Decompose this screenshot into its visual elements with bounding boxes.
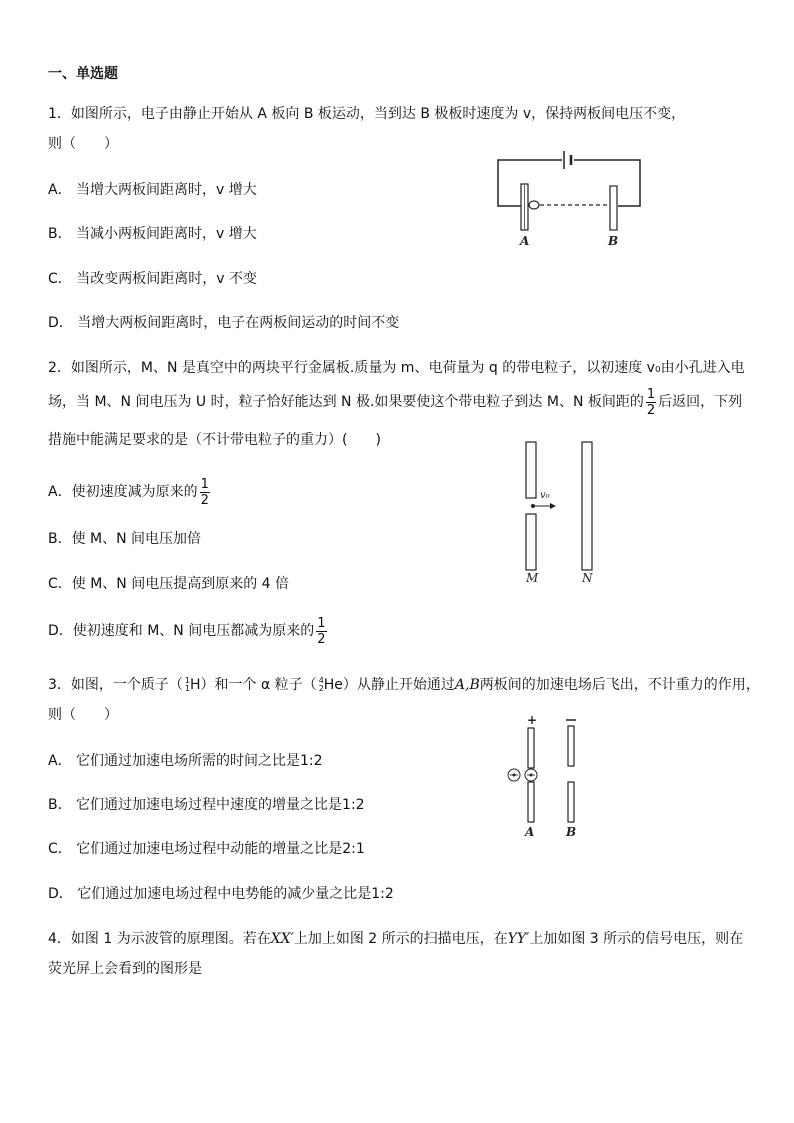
q1-option-a[interactable]: A． 当增大两板间距离时，v 增大 [48, 182, 257, 198]
arrow-head-icon [550, 503, 556, 509]
circuit-wire [574, 160, 640, 206]
isotope-prefix-proton: 1 1 [184, 676, 191, 693]
fraction-one-half: $\frac{1}{2}$ [646, 386, 656, 418]
q3-option-c[interactable]: C． 它们通过加速电场过程中动能的增量之比是2:1 [48, 841, 365, 857]
plate-b-lower [568, 782, 574, 822]
plate-b-upper [568, 726, 574, 766]
q2-stem-line3: 措施中能满足要求的是（不计带电粒子的重力）( ) [48, 432, 381, 448]
q3-option-b[interactable]: B． 它们通过加速电场过程中速度的增量之比是1:2 [48, 797, 365, 813]
plate-a-upper [528, 728, 534, 768]
q1-option-d[interactable]: D． 当增大两板间距离时，电子在两板间运动的时间不变 [48, 315, 400, 331]
label-v0: v₀ [540, 490, 550, 501]
q2-stem-line2 [48, 386, 742, 418]
q1-option-c[interactable]: C． 当改变两板间距离时，v 不变 [48, 271, 257, 287]
plate-m-lower [526, 514, 536, 570]
label-n: N [582, 571, 593, 585]
q1-circuit-figure [490, 148, 650, 248]
q3-stem-line1: 3．如图，一个质子（ 1 1 H）和一个 α 粒子（ 4 2 He）从静止开始通过A,B两板间的加速电场后飞出，不计重力的作用， [48, 676, 760, 693]
label-plate-a: A [525, 825, 535, 839]
label-plate-b: B [566, 825, 577, 839]
q4-stem-line2: 荧光屏上会看到的图形是 [48, 961, 202, 977]
plate-a-lower [528, 782, 534, 822]
circuit-wire [498, 160, 562, 206]
q2-option-c[interactable]: C．使 M、N 间电压提高到原来的 4 倍 [48, 576, 290, 592]
fraction-one-half: $\frac{1}{2}$ [200, 476, 209, 508]
q1-stem-line2: 则（ ） [48, 136, 118, 152]
q3-plates-figure [500, 712, 600, 840]
q3-option-d[interactable]: D． 它们通过加速电场过程中电势能的减少量之比是1:2 [48, 886, 394, 902]
q2-option-d[interactable]: D．使初速度和 M、N 间电压都减为原来的 $\frac{1}{2}$ [48, 615, 326, 647]
particle-icon [531, 504, 535, 508]
label-plate-b: B [608, 234, 619, 248]
q3-stem-line2: 则（ ） [48, 707, 118, 723]
label-plate-a: A [520, 234, 530, 248]
plate-b [610, 186, 617, 230]
q3-option-a[interactable]: A． 它们通过加速电场所需的时间之比是1:2 [48, 753, 323, 769]
plate-n [582, 442, 592, 570]
plus-sign: + [527, 713, 538, 727]
isotope-prefix-alpha: 4 2 [318, 676, 324, 693]
label-m: M [526, 571, 539, 585]
q2-option-b[interactable]: B．使 M、N 间电压加倍 [48, 531, 202, 547]
plate-m-upper [526, 442, 536, 498]
q2-stem-line2-tail: 后返回，下列 [658, 394, 743, 410]
q2-option-a[interactable]: A．使初速度减为原来的 $\frac{1}{2}$ [48, 476, 209, 508]
q1-option-b[interactable]: B． 当减小两板间距离时，v 增大 [48, 226, 257, 242]
q2-plates-figure [516, 440, 606, 590]
q2-stem-line2-text: 场，当 M、N 间电压为 U 时，粒子恰好能达到 N 极.如果要使这个带电粒子到达 M、N 板间距的 [48, 394, 644, 410]
section-title: 一、单选题 [48, 66, 118, 82]
q4-stem-line1: 4．如图 1 为示波管的原理图。若在XX′上加上如图 2 所示的扫描电压，在YY′上加如图 3 所示的信号电压，则在 [48, 931, 744, 947]
q1-stem-line1: 1．如图所示，电子由静止开始从 A 板向 B 板运动，当到达 B 极板时速度为 v，保持两板间电压不变， [48, 106, 686, 122]
q2-stem-line1: 2．如图所示，M、N 是真空中的两块平行金属板.质量为 m、电荷量为 q 的带电粒子，以初速度 v₀由小孔进入电 [48, 360, 745, 376]
electron-icon [529, 201, 539, 209]
fraction-one-half: $\frac{1}{2}$ [317, 615, 326, 647]
